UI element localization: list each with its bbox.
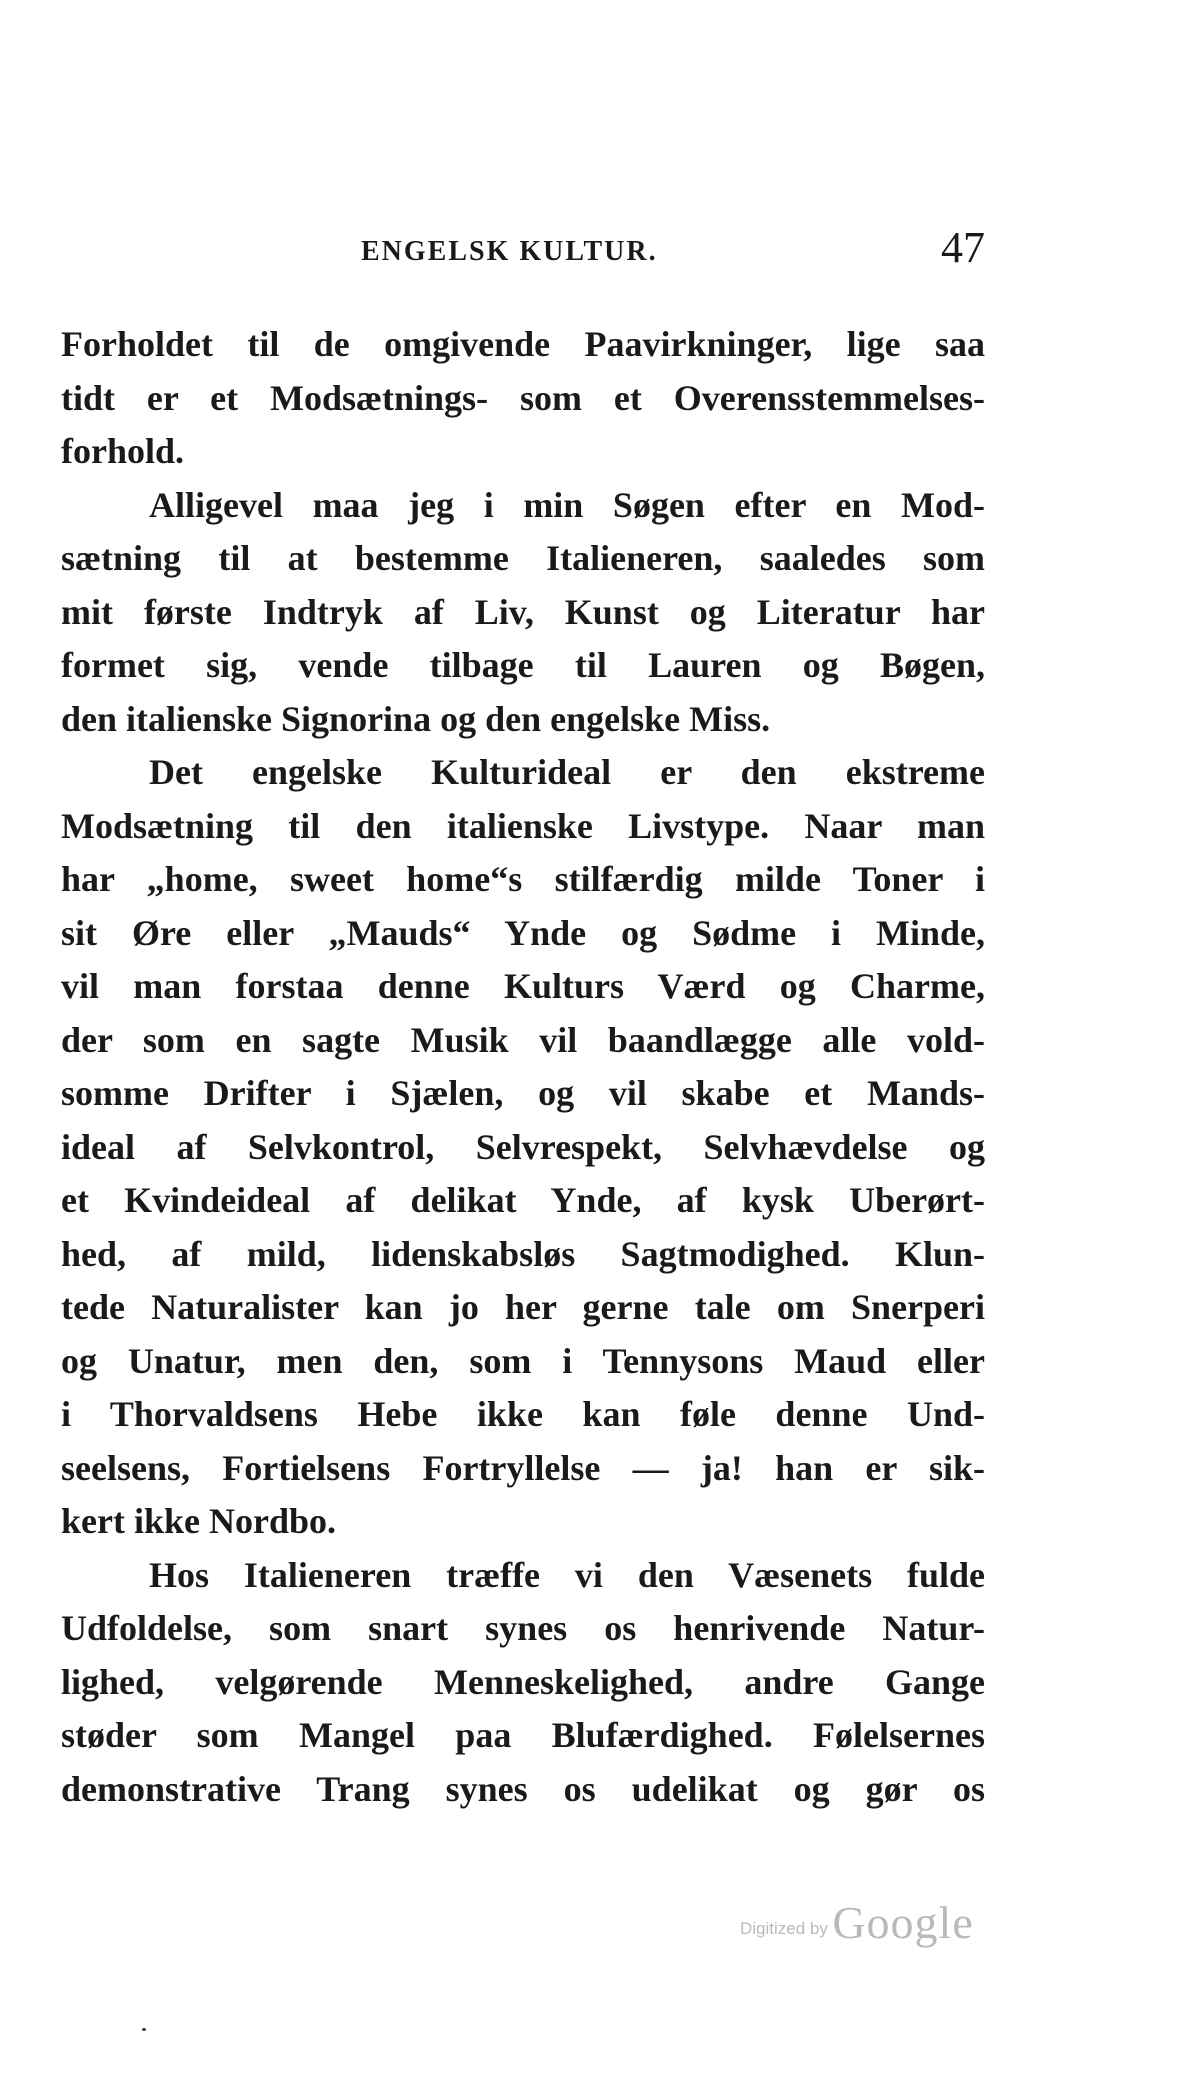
page-number: 47 (941, 223, 985, 272)
text-line: somme Drifter i Sjælen, og vil skabe et Mands- (61, 1073, 985, 1113)
text-line: et Kvindeideal af delikat Ynde, af kysk Uberørt- (61, 1180, 985, 1220)
digitized-by-watermark (740, 1896, 974, 1949)
text-line: Hos Italieneren træffe vi den Væsenets fulde (149, 1554, 985, 1595)
text-line: vil man forstaa denne Kulturs Værd og Charme, (61, 966, 985, 1006)
text-line: sit Øre eller „Mauds“ Ynde og Sødme i Minde, (61, 912, 985, 953)
text-line: Alligevel maa jeg i min Søgen efter en Mod- (149, 484, 985, 525)
text-line: og Unatur, men den, som i Tennysons Maud eller (61, 1340, 985, 1381)
text-line: tede Naturalister kan jo her gerne tale om Snerperi (61, 1287, 985, 1327)
running-title: ENGELSK KULTUR. (361, 236, 658, 267)
watermark-brand: Google (832, 1897, 974, 1948)
text-line: kert ikke Nordbo. (61, 1501, 337, 1541)
text-line: formet sig, vende tilbage til Lauren og Bøgen, (61, 645, 985, 685)
text-line: forhold. (61, 431, 185, 471)
text-line: hed, af mild, lidenskabsløs Sagtmodighed. Klun- (61, 1233, 985, 1274)
text-line: Forholdet til de omgivende Paavirkninger, lige saa (61, 324, 985, 364)
text-line: tidt er et Modsætnings- som et Overensstemmelses- (61, 377, 985, 418)
text-line: har „home, sweet home“s stilfærdig milde Toner i (61, 859, 985, 899)
text-line: Modsætning til den italienske Livstype. Naar man (61, 805, 985, 846)
text-line: mit første Indtryk af Liv, Kunst og Literatur har (61, 591, 985, 632)
text-line: ideal af Selvkontrol, Selvrespekt, Selvhævdelse og (61, 1126, 985, 1167)
text-line: seelsens, Fortielsens Fortryllelse — ja! han er sik- (61, 1447, 985, 1488)
text-line: støder som Mangel paa Blufærdighed. Følelsernes (61, 1715, 985, 1755)
text-line: lighed, velgørende Menneskelighed, andre Gange (61, 1661, 985, 1702)
scan-speck (142, 2028, 146, 2031)
text-line: der som en sagte Musik vil baandlægge alle vold- (61, 1019, 985, 1060)
text-line: Udfoldelse, som snart synes os henrivende Natur- (61, 1608, 985, 1648)
watermark-prefix: Digitized by (740, 1919, 828, 1938)
text-line: i Thorvaldsens Hebe ikke kan føle denne Und- (61, 1394, 985, 1434)
text-line: sætning til at bestemme Italieneren, saaledes som (61, 538, 985, 578)
body-text (61, 318, 985, 1816)
text-line: den italienske Signorina og den engelske Miss. (61, 698, 771, 739)
running-head (61, 222, 985, 282)
text-line: demonstrative Trang synes os udelikat og gør os (61, 1768, 985, 1809)
text-line: Det engelske Kulturideal er den ekstreme (149, 752, 985, 792)
